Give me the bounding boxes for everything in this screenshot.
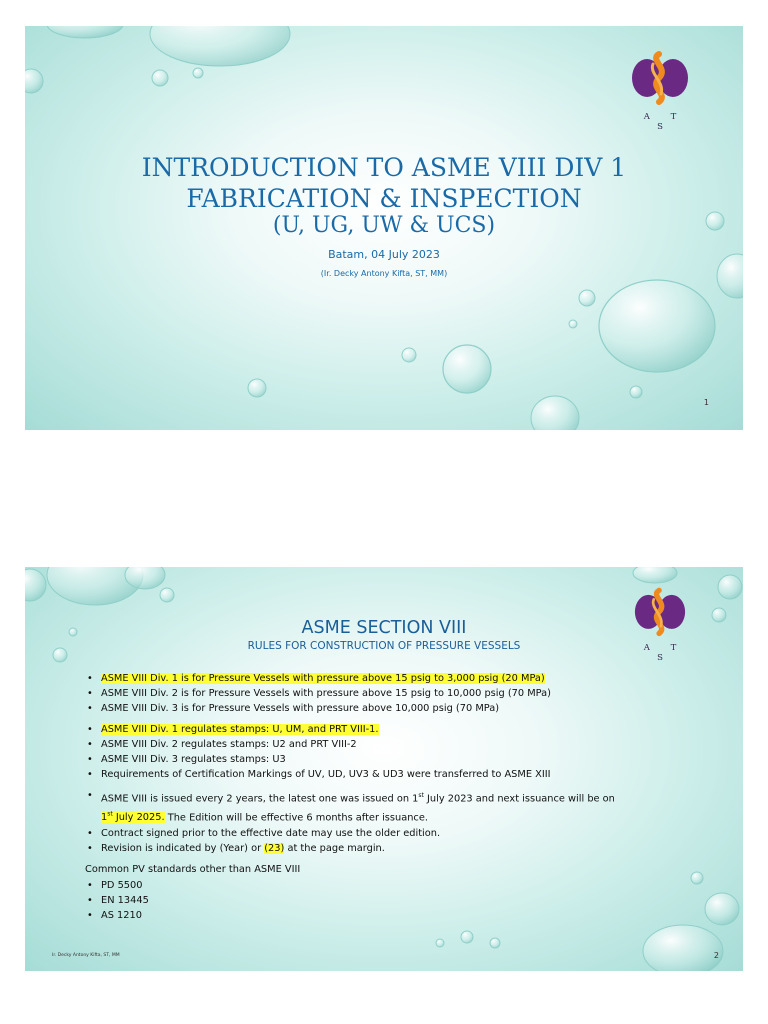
slide-subtitle: RULES FOR CONSTRUCTION OF PRESSURE VESSELS — [247, 640, 521, 652]
slide-title: ASME SECTION VIII — [301, 618, 467, 638]
edition-list — [87, 788, 687, 856]
footer-author: Ir. Decky Antony Kifta, ST, MM — [52, 953, 120, 958]
page-number: 2 — [713, 951, 719, 960]
presenter-name: (Ir. Decky Antony Kifta, ST, MM) — [320, 269, 448, 278]
list-item — [87, 722, 687, 737]
list-item-revision: • Revision is indicated by (Year) or (23) at the page margin. — [87, 841, 687, 856]
slide-1 — [25, 26, 743, 430]
list-item: • ASME VIII Div. 3 is for Pressure Vessels with pressure above 10,000 psig (70 MPa) — [87, 701, 687, 716]
slide-2 — [25, 567, 743, 971]
list-item: • ASME VIII Div. 2 is for Pressure Vessels with pressure above 15 psig to 10,000 psig (70 MPa) — [87, 686, 687, 701]
slide-body — [87, 671, 687, 923]
ats-logo — [629, 48, 691, 132]
list-item: • Requirements of Certification Markings of UV, UD, UV3 & UD3 were transferred to ASME XIII — [87, 767, 687, 782]
standard-item: • AS 1210 — [87, 908, 687, 923]
highlighted-text: ASME VIII Div. 1 is for Pressure Vessels with pressure above 15 psig to 3,000 psig (20 MPa) — [101, 673, 545, 684]
list-item: • ASME VIII Div. 3 regulates stamps: U3 — [87, 752, 687, 767]
page-number: 1 — [703, 398, 709, 407]
highlighted-text: ASME VIII Div. 1 regulates stamps: U, UM, and PRT VIII-1. — [101, 724, 379, 735]
list-item: • Contract signed prior to the effective date may use the older edition. — [87, 826, 687, 841]
ats-logo-mark — [629, 48, 691, 106]
common-standards-heading: Common PV standards other than ASME VIII — [85, 863, 301, 875]
standard-item: • EN 13445 — [87, 893, 687, 908]
list-item-issuance: • ASME VIII is issued every 2 years, the latest one was issued on 1st July 2023 and next issuance will be on 1st July 2025. The Edition will be effective 6 months after issuance. — [87, 788, 687, 826]
stamps-list — [87, 722, 687, 782]
highlighted-text: 1st July 2025. — [101, 810, 165, 824]
pressure-range-list — [87, 671, 687, 716]
highlighted-text: (23) — [264, 842, 285, 854]
title-line-3: (U, UG, UW & UCS) — [272, 213, 496, 238]
standard-item: • PD 5500 — [87, 878, 687, 893]
logo-text: A T S — [643, 643, 686, 663]
list-item: • ASME VIII Div. 2 regulates stamps: U2 and PRT VIII-2 — [87, 737, 687, 752]
presentation-date: Batam, 04 July 2023 — [328, 248, 440, 261]
logo-text: A T S — [643, 112, 686, 132]
standards-list — [87, 878, 687, 923]
title-line-2: FABRICATION & INSPECTION — [186, 184, 582, 213]
title-line-1: INTRODUCTION TO ASME VIII DIV 1 — [141, 153, 627, 182]
list-item — [87, 671, 687, 686]
